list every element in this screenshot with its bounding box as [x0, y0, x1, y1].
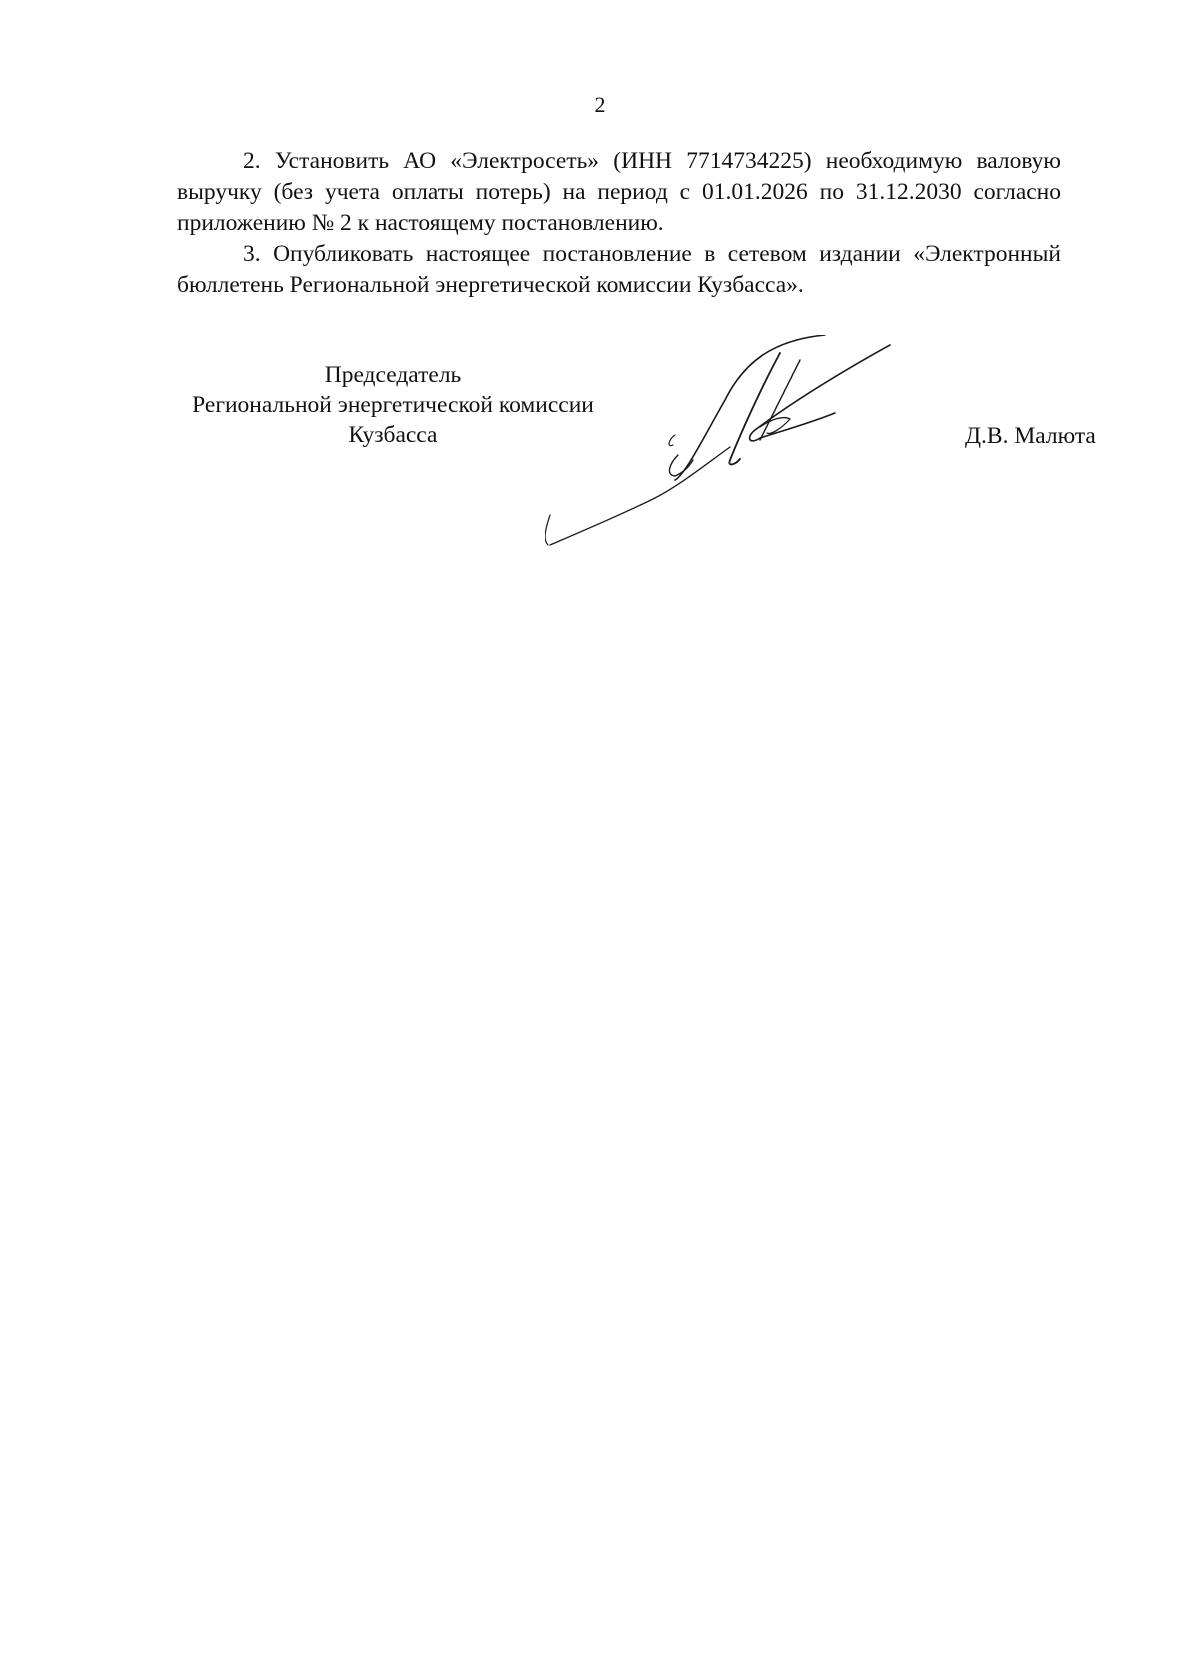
handwritten-signature [545, 335, 945, 575]
paragraph-item-3: 3. Опубликовать настоящее постановление в сетевом издании «Электронный бюллетень Региональной энергетической комиссии Кузбасса». [177, 241, 1061, 298]
signer-title-line: Кузбасса [348, 422, 438, 448]
page-number: 2 [594, 92, 606, 117]
paragraph-item-2: 2. Установить АО «Электросеть» (ИНН 7714734225) необходимую валовую выручку (без учета оплаты потерь) на период с 01.01.2026 по 31.12.2030 согласно приложению № 2 к настоящему постановлению. [177, 148, 1061, 236]
signer-title-line: Председатель [324, 362, 462, 388]
signer-name: Д.В. Малюта [965, 423, 1096, 449]
document-body [177, 146, 1061, 301]
signer-title-line: Региональной энергетической комиссии [192, 392, 594, 418]
